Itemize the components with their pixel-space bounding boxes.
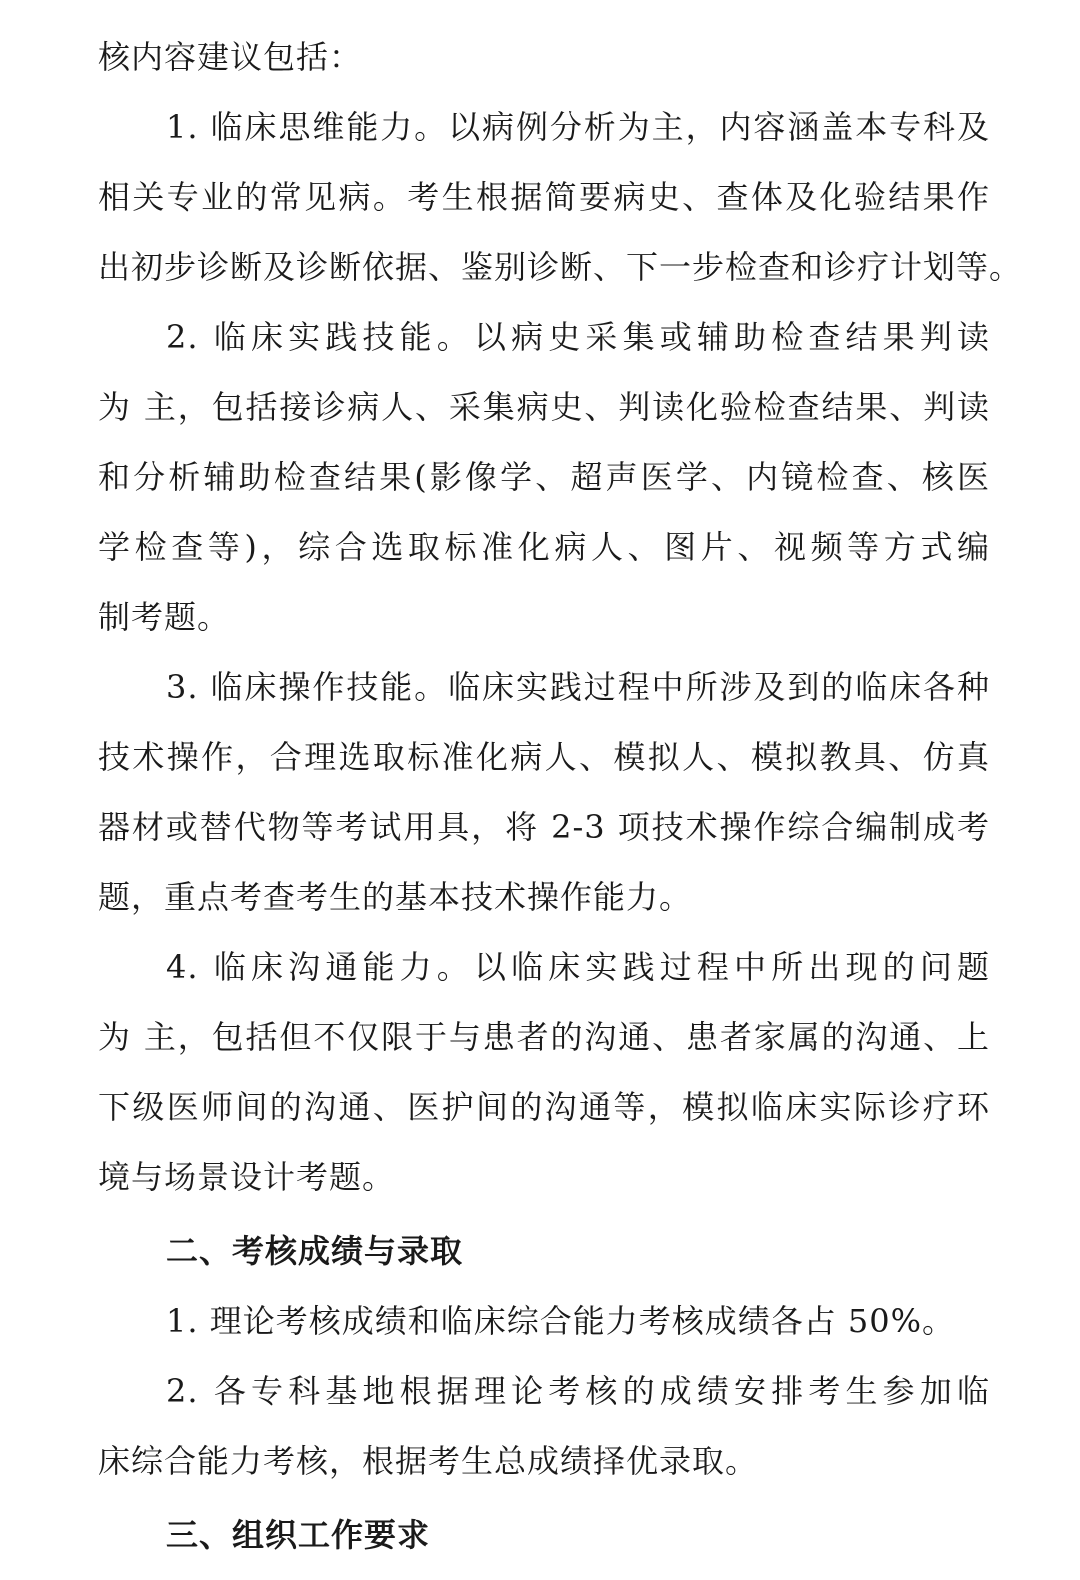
item4-line2: 为 主，包括但不仅限于与患者的沟通、患者家属的沟通、上 xyxy=(98,1018,990,1056)
item3-line4: 题，重点考查考生的基本技术操作能力。 xyxy=(98,878,693,916)
section2-item2-line2: 床综合能力考核，根据考生总成绩择优录取。 xyxy=(98,1442,759,1480)
section3-heading: 三、组织工作要求 xyxy=(166,1516,431,1554)
item1-line2: 相关专业的常见病。考生根据简要病史、查体及化验结果作 xyxy=(98,178,990,216)
item2-line2: 为 主，包括接诊病人、采集病史、判读化验检查结果、判读 xyxy=(98,388,990,426)
item1-line1: 1. 临床思维能力。以病例分析为主，内容涵盖本专科及 xyxy=(166,108,990,146)
item2-line4: 学检查等)，综合选取标准化病人、图片、视频等方式编 xyxy=(98,528,990,566)
item2-line1: 2. 临床实践技能。以病史采集或辅助检查结果判读 xyxy=(166,318,990,356)
item2-line5: 制考题。 xyxy=(98,598,231,636)
section2-item2-line1: 2. 各专科基地根据理论考核的成绩安排考生参加临 xyxy=(166,1372,990,1410)
item1-line3: 出初步诊断及诊断依据、鉴别诊断、下一步检查和诊疗计划等。 xyxy=(98,248,1023,286)
item2-line3: 和分析辅助检查结果(影像学、超声医学、内镜检查、核医 xyxy=(98,458,990,496)
item4-line4: 境与场景设计考题。 xyxy=(98,1158,396,1196)
item3-line2: 技术操作，合理选取标准化病人、模拟人、模拟教具、仿真 xyxy=(98,738,990,776)
item3-line1: 3. 临床操作技能。临床实践过程中所涉及到的临床各种 xyxy=(166,668,990,706)
item4-line1: 4. 临床沟通能力。以临床实践过程中所出现的问题 xyxy=(166,948,990,986)
intro-line: 核内容建议包括： xyxy=(98,38,363,76)
document-page xyxy=(98,22,1023,1570)
item4-line3: 下级医师间的沟通、医护间的沟通等，模拟临床实际诊疗环 xyxy=(98,1088,990,1126)
item3-line3: 器材或替代物等考试用具，将 2-3 项技术操作综合编制成考 xyxy=(98,808,990,846)
section2-item1: 1. 理论考核成绩和临床综合能力考核成绩各占 50%。 xyxy=(166,1302,956,1340)
section2-heading: 二、考核成绩与录取 xyxy=(166,1232,464,1270)
